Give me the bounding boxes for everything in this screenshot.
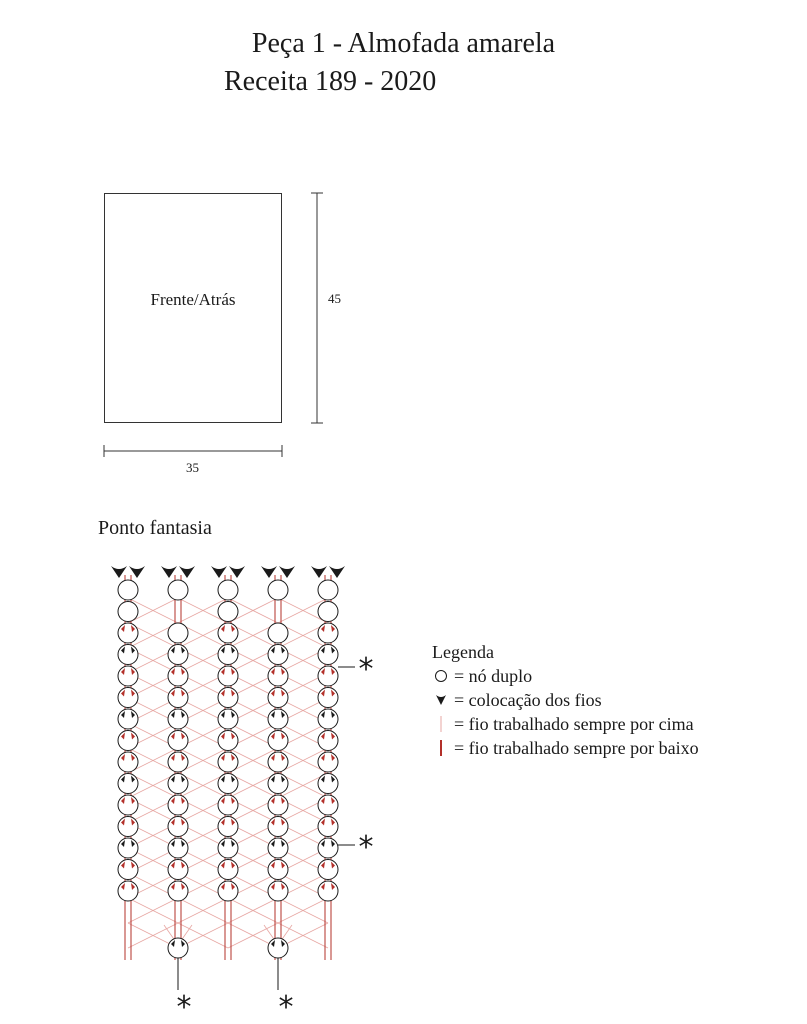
v-mark-icon <box>432 693 450 707</box>
circle-icon <box>432 669 450 683</box>
knot-circle <box>168 731 188 751</box>
knot-circle <box>268 938 288 958</box>
knot-circle <box>118 645 138 665</box>
knot-circle <box>118 817 138 837</box>
knot-circle <box>318 795 338 815</box>
knot-circle <box>268 666 288 686</box>
knot-circle <box>218 645 238 665</box>
knot-circle <box>118 838 138 858</box>
knot-circle <box>318 774 338 794</box>
knot-circle <box>118 731 138 751</box>
knot-circle <box>118 580 138 600</box>
legend-item-placement <box>432 688 699 712</box>
knot-circle <box>118 602 138 622</box>
knot-circle <box>268 838 288 858</box>
knot-circle <box>218 817 238 837</box>
asterisk-marker: * <box>278 990 294 1024</box>
knot-circle <box>268 688 288 708</box>
knot-circle <box>218 666 238 686</box>
recipe-subtitle: Receita 189 - 2020 <box>224 66 437 97</box>
knot-circle <box>218 795 238 815</box>
knot-circle <box>268 645 288 665</box>
knot-circle <box>318 817 338 837</box>
knot-circle <box>318 688 338 708</box>
knot-circle <box>318 881 338 901</box>
knot-circle <box>118 774 138 794</box>
asterisk-marker: * <box>358 652 374 687</box>
knot-circle <box>218 709 238 729</box>
knot-circle <box>318 623 338 643</box>
knot-circle <box>168 881 188 901</box>
legend-text: = colocação dos fios <box>454 690 602 710</box>
legend-text: = fio trabalhado sempre por cima <box>454 714 694 734</box>
asterisk-marker: * <box>358 830 374 865</box>
knot-circle <box>118 881 138 901</box>
knot-circle <box>318 666 338 686</box>
knot-circle <box>318 580 338 600</box>
knot-circle <box>168 817 188 837</box>
knot-circle <box>268 709 288 729</box>
knot-circle <box>268 795 288 815</box>
knot-circle <box>168 688 188 708</box>
knot-circle <box>268 752 288 772</box>
legend-item-under <box>432 736 699 760</box>
thick-line-icon <box>432 739 450 757</box>
knot-circle <box>168 774 188 794</box>
legend-text: = fio trabalhado sempre por baixo <box>454 738 699 758</box>
knot-circle <box>118 795 138 815</box>
knot-circle <box>218 731 238 751</box>
knot-circle <box>318 860 338 880</box>
knot-circle <box>118 752 138 772</box>
knot-circle <box>268 774 288 794</box>
panel-label: Frente/Atrás <box>150 290 236 309</box>
knot-circle <box>268 580 288 600</box>
knot-circle <box>168 752 188 772</box>
knot-circle <box>218 580 238 600</box>
knot-circle <box>318 731 338 751</box>
knot-circle <box>268 731 288 751</box>
knot-circle <box>168 709 188 729</box>
knot-circle <box>168 795 188 815</box>
legend-heading: Legenda <box>432 642 494 662</box>
knot-circle <box>168 938 188 958</box>
knot-circle <box>218 623 238 643</box>
knot-circle <box>168 645 188 665</box>
legend-item-knot <box>432 664 699 688</box>
knot-circle <box>318 752 338 772</box>
asterisk-marker: * <box>176 990 192 1024</box>
knot-circle <box>218 860 238 880</box>
knot-circle <box>268 817 288 837</box>
legend <box>432 640 699 760</box>
section-title: Ponto fantasia <box>98 517 212 539</box>
thin-line-icon <box>432 715 450 733</box>
knot-circle <box>318 602 338 622</box>
knot-circle <box>218 752 238 772</box>
knot-circle <box>168 580 188 600</box>
knot-circle <box>168 860 188 880</box>
width-label: 35 <box>186 460 199 475</box>
knot-circle <box>218 774 238 794</box>
knot-circle <box>318 645 338 665</box>
height-label: 45 <box>328 291 341 306</box>
knot-circle <box>218 881 238 901</box>
knot-circle <box>268 881 288 901</box>
knot-circle <box>118 709 138 729</box>
knot-circle <box>318 838 338 858</box>
legend-text: = nó duplo <box>454 666 533 686</box>
knot-circle <box>268 860 288 880</box>
knot-circle <box>118 623 138 643</box>
knot-circle <box>118 860 138 880</box>
knot-circle <box>218 602 238 622</box>
knot-circle <box>218 688 238 708</box>
knot-circle <box>268 623 288 643</box>
pattern-title: Peça 1 - Almofada amarela <box>251 28 556 59</box>
knot-circle <box>218 838 238 858</box>
knot-circle <box>318 709 338 729</box>
knot-circle <box>168 838 188 858</box>
knot-circle <box>168 623 188 643</box>
legend-item-over <box>432 712 699 736</box>
knot-circle <box>118 666 138 686</box>
knot-circle <box>118 688 138 708</box>
knot-circle <box>168 666 188 686</box>
